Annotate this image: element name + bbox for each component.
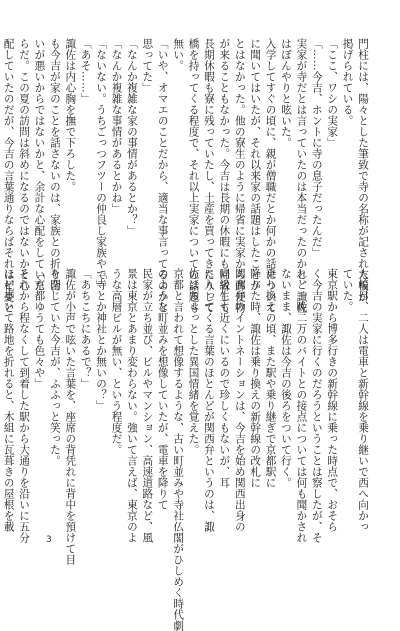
text-line: うな高層ビルが無い、という程度だ。 — [108, 268, 123, 518]
text-line: 橋を持ってくる程度で、それ以上実家についての話題も — [185, 38, 200, 253]
text-line: 乗り換えの頃、また駅や乗り継ぎで京都駅に — [262, 268, 277, 518]
text-line: 関西弁のイントネーションは、今吉を始め関西出身の — [231, 268, 246, 518]
text-line: 佐はちょっとした異国情緒を覚えた。 — [185, 268, 200, 518]
text-line: く今吉の実家に行くのだろうということは察したが、そ — [308, 268, 323, 518]
text-line: 「……今吉、ホントに寺の息子だったんだ」 — [308, 38, 323, 253]
text-line: 景は東京とあまり変わらない。強いて言えば、東京のよ — [124, 268, 139, 518]
text-line: はぼんやりと呟いた。 — [278, 38, 293, 253]
text-line: ていた。 — [339, 268, 354, 518]
text-line: 同級生も近くにいるので珍しくもないが、耳 — [216, 268, 231, 518]
text-line: 「あそ……」 — [77, 38, 92, 253]
text-line: 無い。 — [170, 38, 185, 253]
text-line: 「あちこちにあるで？」 — [77, 268, 92, 518]
text-line: 思ってた」 — [139, 38, 154, 253]
text-line: 「なんか複雑な家の事情があるとか？」 — [124, 38, 139, 253]
text-line: とはなかった。他の寮生のように帰省に実家から郵便物 — [231, 38, 246, 253]
text-line: 大輪目、二人は電車と新幹線を乗り継いで西へ向かっ — [355, 268, 370, 518]
text-line: を閉じていた今吉が、ふふっと笑った。 — [46, 268, 61, 518]
text-line: が来ることもなかった。今吉は長期の休暇にも帰省して — [216, 38, 231, 253]
lower-text-block — [30, 268, 370, 518]
text-line: それから程なくして到着した駅から大通りを沿いに五分 — [16, 268, 31, 518]
text-line: 「いや、オマエのことだから、適当な事言ってるのかと — [154, 38, 169, 253]
text-line: いが悪いからではないかと、余計な心配をしていた — [31, 38, 46, 253]
text-line: 「京都ゆうても色々や」 — [31, 268, 46, 518]
text-line: ないまま、諏佐は今吉の後ろをついて行く。 — [278, 268, 293, 518]
text-line: 門柱には、陽々とした筆致で寺の名称が記された板が — [355, 38, 370, 253]
text-line: に入ってくる言葉のほとんどが関西弁というのは、諏 — [201, 268, 216, 518]
upper-text-block — [30, 38, 370, 253]
text-line: 諏佐は内心胸を撫で下ろした。 — [62, 38, 77, 253]
text-line: 民家が立ち並び、ビルやマンション、高速道路など、風 — [139, 268, 154, 518]
text-line: 「寺とか神社とか無いの？」 — [93, 268, 108, 518]
text-line: 実家が寺だとは言っていたのは本当だったのかと、諏佐 — [293, 38, 308, 253]
text-line: ほど歩いて路地を折れると、木組に瓦葺きの屋根を載 — [0, 268, 15, 518]
text-line: 長期休暇も寮に残っていたし、土産を買ってきたりして — [201, 38, 216, 253]
text-line: 「ここ、ワシの実家」 — [324, 38, 339, 253]
text-line: 諏佐が小声で呟いた言葉を、座席の背凭れに背中を預けて目 — [62, 268, 77, 518]
text-line: らだ。この夏の訪問は斜めになるのではないかと心 — [16, 38, 31, 253]
text-line: のような町並みを想像していたが、電車を降りて — [154, 268, 169, 518]
page-number: 3 — [46, 535, 52, 545]
text-line: れと一晩二万のバイトとの接点については何も聞かされ — [293, 268, 308, 518]
text-line: に聞いてはいたが、それ以来家の話題はしたことが — [247, 38, 262, 253]
text-line: 降りた時、諏佐は乗り換えの新幹線の改札に — [247, 268, 262, 518]
text-line: 掲げられている。 — [339, 38, 354, 253]
text-line: 京都と言われて想像するような、古い町並みや寺社仏閣がひしめく時代劇 — [170, 268, 185, 518]
text-line: も今吉が家のことを話さないのは、家族との折り合 — [46, 38, 61, 253]
text-line: 「ないない。うちごっつフツーの仲良し家族やで」 — [93, 38, 108, 253]
text-line: 「なんか複雑な事情があるとかね」 — [108, 38, 123, 253]
text-line: 配していたのだが、今吉の言葉通りならばそれは杞憂と — [0, 38, 15, 253]
text-line: 東京駅から博多行きの新幹線に乗った時点で、おそら — [324, 268, 339, 518]
text-line: 入学してすぐの頃に、親が僧職だとか何かの話について — [262, 38, 277, 253]
